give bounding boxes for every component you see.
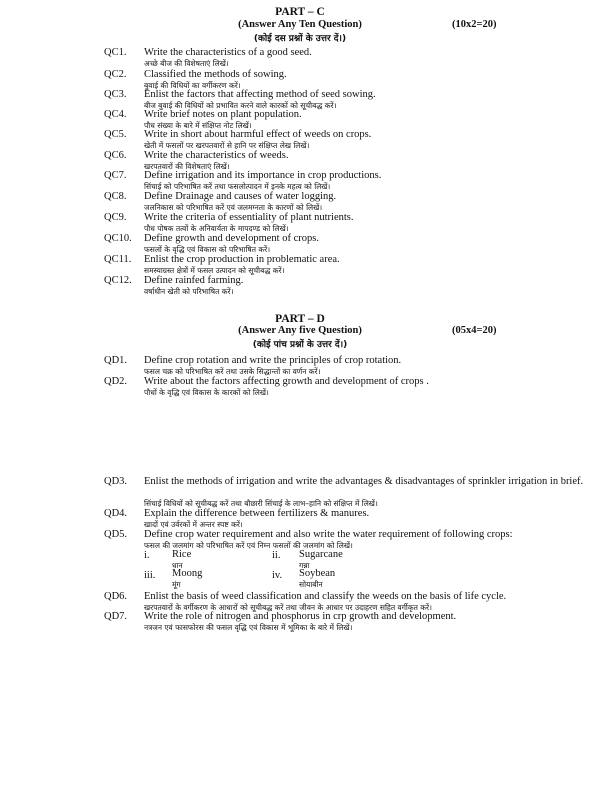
question-text: Write the characteristics of a good seed. [144, 47, 312, 58]
crop-roman: i. [144, 550, 150, 561]
crop-name: Sugarcane [299, 549, 343, 560]
question-text: Define rainfed farming. [144, 275, 244, 286]
question-number: QC4. [104, 109, 127, 120]
crop-name: Rice [172, 549, 192, 560]
question-text: Enlist the crop production in problematic area. [144, 254, 340, 265]
question-text: Enlist the basis of weed classification and classify the weeds on the basis of life cycle. [144, 591, 507, 602]
question-number: QC3. [104, 89, 127, 100]
part-c-instruction: (Answer Any Ten Question) [238, 19, 362, 30]
part-c-title: PART – C [275, 6, 325, 18]
question-number: QD7. [104, 611, 128, 622]
question-text-hindi: पौध संख्या के बारे में संक्षिप्त नोट लिखें। [144, 121, 252, 130]
question-text-hindi: सिंचाई विधियों को सूचीबद्ध करें तथा बौछारी सिंचाई के लाभ–हानि को संक्षिप्त में लिखें। [144, 499, 378, 508]
question-text-hindi: खेती में फसलों पर खरपतवारों से हानि पर संक्षिप्त लेख लिखें। [144, 141, 310, 150]
crop-name-hindi: सोयाबीन [299, 580, 323, 589]
question-number: QC7. [104, 170, 127, 181]
question-text-hindi: बुवाई की विधियों का वर्गीकरण करें। [144, 81, 241, 90]
part-d-instruction-hindi: (कोई पांच प्रश्नों के उत्तर दें।) [252, 340, 348, 350]
question-number: QD4. [104, 508, 128, 519]
part-d-title: PART – D [275, 313, 325, 325]
question-text: Classified the methods of sowing. [144, 69, 287, 80]
question-text-hindi: अच्छे बीज की विशेषताएं लिखें। [144, 59, 229, 68]
question-text-hindi: सिंचाई को परिभाषित करें तथा फसलोत्पादन में इनके महत्व को लिखें। [144, 182, 331, 191]
question-number: QC11. [104, 254, 132, 265]
question-text-hindi: नत्रजन एवं फासफोरस की फसल वृद्धि एवं विकास में भूमिका के बारे में लिखें। [144, 623, 353, 632]
part-c-marks: (10x2=20) [452, 19, 497, 30]
question-text: Write brief notes on plant population. [144, 109, 302, 120]
question-number: QC6. [104, 150, 127, 161]
part-d-instruction: (Answer Any five Question) [238, 325, 362, 336]
crop-name: Soybean [299, 568, 336, 579]
question-number: QC8. [104, 191, 127, 202]
crop-name-hindi: गन्ना [299, 561, 310, 570]
question-text: Define irrigation and its importance in crop productions. [144, 170, 382, 181]
question-text: Enlist the factors that affecting method of seed sowing. [144, 89, 376, 100]
question-number: QD1. [104, 355, 128, 366]
question-text-hindi: समस्याग्रस्त क्षेत्रों में फसल उत्पादन को सूचीबद्ध करें। [144, 266, 285, 275]
question-text-hindi: फसल की जलमांग को परिभाषित करें एवं निम्न फसलों की जलमांग को लिखें। [144, 541, 353, 550]
question-text-hindi: खादों एवं उर्वरकों में अन्तर स्पष्ट करें। [144, 520, 243, 529]
question-number: QC10. [104, 233, 132, 244]
question-text-hindi: खरपतवारों के वर्गीकरण के आधारों को सूचीबद्ध करें तथा जीवन के आधार पर उदाहरण सहित वर्गीकृत करें। [144, 603, 432, 612]
question-text-hindi: बीज बुवाई की विधियों को प्रभावित करने वाले कारकों को सूचीबद्ध करें। [144, 101, 337, 110]
question-text: Write the criteria of essentiality of plant nutrients. [144, 212, 354, 223]
question-number: QC5. [104, 129, 127, 140]
crop-roman: iii. [144, 570, 156, 581]
question-text-hindi: खरपतवारों की विशेषताएं लिखें। [144, 162, 230, 171]
question-text-hindi: फसलों के वृद्धि एवं विकास को परिभाषित करें। [144, 245, 271, 254]
question-text: Enlist the methods of irrigation and write the advantages & disadvantages of sprinkler irrigation in brief. [144, 476, 584, 487]
part-d-marks: (05x4=20) [452, 325, 497, 336]
crop-name-hindi: धान [172, 561, 183, 570]
crop-roman: ii. [272, 550, 281, 561]
question-text-hindi: जलनिकास को परिभाषित करें एवं जलमग्नता के कारणों को लिखें। [144, 203, 323, 212]
question-text-hindi: फसल चक्र को परिभाषित करें तथा उसके सिद्धान्तों का वर्णन करें। [144, 367, 321, 376]
question-number: QC9. [104, 212, 127, 223]
question-number: QD5. [104, 529, 128, 540]
part-c-instruction-hindi: (कोई दस प्रश्नों के उत्तर दें।) [253, 34, 347, 44]
question-number: QD6. [104, 591, 128, 602]
question-text: Write the role of nitrogen and phosphorus in crp growth and development. [144, 611, 457, 622]
question-text-hindi: पौधों के वृद्धि एवं विकास के कारकों को लिखें। [144, 388, 269, 397]
question-text: Define Drainage and causes of water logging. [144, 191, 337, 202]
question-text: Write about the factors affecting growth and development of crops . [144, 376, 429, 387]
crop-name-hindi: मूंग [172, 580, 181, 589]
question-text: Define crop rotation and write the principles of crop rotation. [144, 355, 402, 366]
question-number: QC12. [104, 275, 132, 286]
question-text: Define growth and development of crops. [144, 233, 319, 244]
question-text-hindi: वर्षाधीन खेती को परिभाषित करें। [144, 287, 234, 296]
question-text: Define crop water requirement and also write the water requirement of following crops: [144, 529, 513, 540]
question-number: QC1. [104, 47, 127, 58]
question-number: QD3. [104, 476, 128, 487]
question-number: QC2. [104, 69, 127, 80]
question-number: QD2. [104, 376, 128, 387]
crop-roman: iv. [272, 570, 283, 581]
crop-name: Moong [172, 568, 203, 579]
question-text: Write the characteristics of weeds. [144, 150, 289, 161]
question-text: Write in short about harmful effect of weeds on crops. [144, 129, 372, 140]
question-text: Explain the difference between fertilizers & manures. [144, 508, 370, 519]
question-text-hindi: पौध पोषक तत्वों के अनिवार्यता के मापदण्ड को लिखें। [144, 224, 289, 233]
